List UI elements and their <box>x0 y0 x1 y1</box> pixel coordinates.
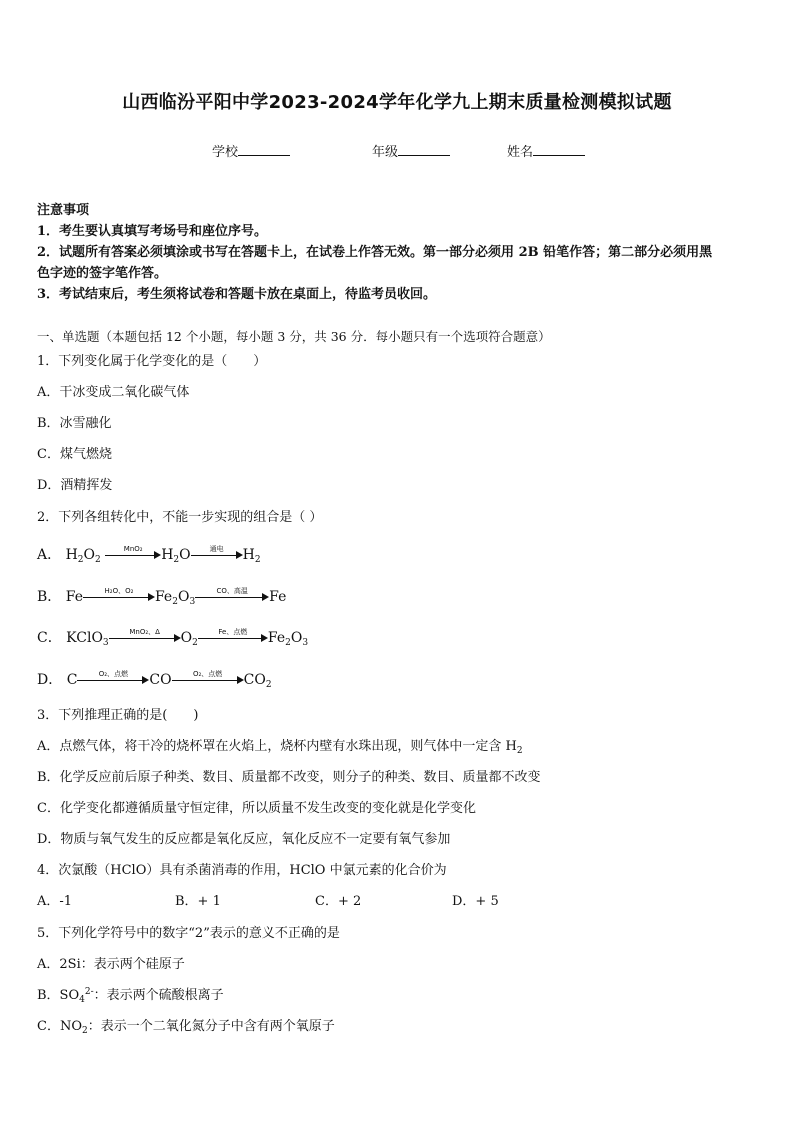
formula-part: Fe <box>267 630 286 646</box>
school-label: 学校 <box>212 145 239 160</box>
section-heading: 一、单选题（本题包括 12 个小题，每小题 3 分，共 36 分．每小题只有一个选项符合题意） <box>37 329 551 344</box>
subscript: 4 <box>79 995 85 1005</box>
school-blank[interactable] <box>238 143 290 156</box>
reaction-arrow <box>172 672 244 686</box>
reaction-arrow <box>109 630 181 644</box>
grade-label: 年级 <box>372 145 399 160</box>
q4-option-a[interactable]: A．-1 <box>37 894 73 909</box>
q4-stem: 4．次氯酸（HClO）具有杀菌消毒的作用，HClO 中氯元素的化合价为 <box>37 863 447 878</box>
subscript: 2 <box>285 638 291 648</box>
note-2b: 色字迹的签字笔作答。 <box>37 266 168 281</box>
formula-part: Fe <box>269 589 287 605</box>
q2-option-a[interactable] <box>37 545 764 565</box>
subscript: 2 <box>516 746 523 756</box>
superscript: 2- <box>84 987 94 997</box>
reaction-arrow <box>77 672 149 686</box>
option-letter: C． <box>37 630 62 646</box>
subscript: 2 <box>77 555 84 565</box>
option-letter: B． <box>37 589 62 605</box>
formula-part: Fe <box>65 589 83 605</box>
q4-option-b[interactable]: B．+ 1 <box>175 894 221 909</box>
q5-stem: 5．下列化学符号中的数字“2”表示的意义不正确的是 <box>37 926 340 941</box>
formula-part: H <box>65 547 78 563</box>
arrow-condition: CO、高温 <box>216 587 248 595</box>
arrow-condition: MnO₂ <box>123 545 143 553</box>
note-1: 1．考生要认真填写考场号和座位序号。 <box>37 224 268 239</box>
name-label: 姓名 <box>507 145 534 160</box>
q2-option-b[interactable] <box>37 587 764 607</box>
subscript: 2 <box>95 555 101 565</box>
grade-field[interactable] <box>372 141 450 160</box>
note-2a: 2．试题所有答案必须填涂或书写在答题卡上，在试卷上作答无效。第一部分必须用 2B 铅笔作答；第二部分必须用黑 <box>37 245 713 260</box>
q4-option-d[interactable]: D．+ 5 <box>452 894 499 909</box>
q1-option-d[interactable]: D．酒精挥发 <box>37 478 113 493</box>
subscript: 2 <box>265 680 272 690</box>
subscript: 2 <box>172 597 178 607</box>
school-field[interactable] <box>212 141 290 160</box>
option-letter: A． <box>37 547 62 563</box>
q5-option-c[interactable] <box>37 1017 764 1037</box>
arrow-condition: O₂、点燃 <box>98 670 129 678</box>
arrow-condition: H₂O、O₂ <box>104 587 134 595</box>
subscript: 3 <box>102 638 109 648</box>
subscript: 2 <box>254 555 261 565</box>
option-text: ：表示一个二氧化氮分子中含有两个氧原子 <box>87 1019 335 1034</box>
q2-option-c[interactable] <box>37 628 764 648</box>
q2-stem: 2．下列各组转化中，不能一步实现的组合是（ ） <box>37 510 323 525</box>
q5-option-b[interactable] <box>37 986 764 1006</box>
name-field[interactable] <box>507 141 585 160</box>
q3-option-a[interactable] <box>37 737 764 757</box>
option-text: A．点燃气体，将干冷的烧杯罩在火焰上，烧杯内壁有水珠出现，则气体中一定含 H <box>37 739 517 754</box>
arrow-condition: 通电 <box>209 545 224 553</box>
formula-part: H <box>242 547 255 563</box>
formula-part: O <box>180 630 193 646</box>
q3-option-d[interactable]: D．物质与氧气发生的反应都是氧化反应，氧化反应不一定要有氧气参加 <box>37 832 451 847</box>
name-blank[interactable] <box>533 143 585 156</box>
q3-option-b[interactable]: B．化学反应前后原子种类、数目、质量都不改变，则分子的种类、数目、质量都不改变 <box>37 770 541 785</box>
formula-part: O <box>177 589 190 605</box>
subscript: 2 <box>173 555 180 565</box>
q1-option-c[interactable]: C．煤气燃烧 <box>37 447 112 462</box>
notes-heading: 注意事项 <box>37 203 90 218</box>
q3-stem: 3．下列推理正确的是( ) <box>37 708 199 723</box>
option-text: B．SO <box>37 988 80 1003</box>
page-title: 山西临汾平阳中学2023-2024学年化学九上期末质量检测模拟试题 <box>122 92 672 113</box>
reaction-arrow <box>191 547 243 561</box>
formula-part: O <box>290 630 303 646</box>
q1-option-a[interactable]: A．干冰变成二氧化碳气体 <box>37 385 190 400</box>
q5-option-a[interactable]: A．2Si：表示两个硅原子 <box>37 957 185 972</box>
note-3: 3．考试结束后，考生须将试卷和答题卡放在桌面上，待监考员收回。 <box>37 287 437 302</box>
subscript: 3 <box>189 597 196 607</box>
arrow-condition: MnO₂、Δ <box>129 628 160 636</box>
reaction-arrow <box>83 589 155 603</box>
formula-part: CO <box>243 672 266 688</box>
q2-option-d[interactable] <box>37 670 764 690</box>
q1-option-b[interactable]: B．冰雪融化 <box>37 416 112 431</box>
arrow-condition: Fe、点燃 <box>218 628 248 636</box>
option-text: C．NO <box>37 1019 82 1034</box>
arrow-condition: O₂、点燃 <box>192 670 223 678</box>
subscript: 3 <box>302 638 309 648</box>
q1-stem: 1．下列变化属于化学变化的是（ ） <box>37 354 267 369</box>
formula-part: O <box>83 547 96 563</box>
formula-part: C <box>66 672 78 688</box>
formula-part: CO <box>149 672 172 688</box>
q4-option-c[interactable]: C．+ 2 <box>315 894 362 909</box>
formula-part: Fe <box>154 589 173 605</box>
q3-option-c[interactable]: C．化学变化都遵循质量守恒定律，所以质量不发生改变的变化就是化学变化 <box>37 801 476 816</box>
option-letter: D． <box>37 672 63 688</box>
subscript: 2 <box>192 638 198 648</box>
grade-blank[interactable] <box>398 143 450 156</box>
reaction-arrow <box>195 589 269 603</box>
subscript: 2 <box>81 1026 88 1036</box>
formula-part: H <box>161 547 174 563</box>
formula-part: O <box>179 547 191 563</box>
reaction-arrow <box>198 630 268 644</box>
reaction-arrow <box>105 547 161 561</box>
option-text: ：表示两个硫酸根离子 <box>93 988 224 1003</box>
formula-part: KClO <box>66 630 103 646</box>
